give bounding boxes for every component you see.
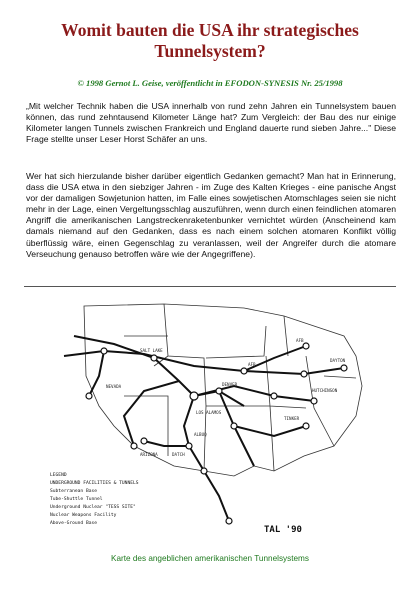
- legend-line: Tube-Shuttle Tunnel: [50, 497, 103, 502]
- map-legend: [50, 472, 139, 526]
- legend-line: Above-Ground Base: [50, 521, 98, 526]
- place-label: ARIZONA: [140, 452, 158, 457]
- place-label: DENVER: [222, 382, 238, 387]
- place-label: SALT LAKE: [140, 348, 163, 353]
- legend-line: LEGEND: [50, 473, 67, 478]
- article-credit: © 1998 Gernot L. Geise, veröffentlicht in EFODON-SYNESIS Nr. 25/1998: [77, 78, 343, 88]
- place-label: LOS ALAMOS: [196, 410, 222, 415]
- horizontal-rule: [24, 286, 396, 287]
- article-title: Womit bauten die USA ihr strategisches Tunnelsystem?: [61, 20, 359, 61]
- place-label: ALBUQ: [194, 432, 207, 437]
- paragraph-body: Wer hat sich hierzulande bisher darüber eigentlich Gedanken gemacht? Man hat in Erinnerung, dass die USA etwa in den siebziger Jahren - im Zuge des Kalten Krieges - eine panische Angst vor der damaligen Sowjetunion hatten, im Falle eines sowjetischen Atomschlages seien sie nicht mehr in der Lage, einen Vergeltungsschlag auszuführen, wenn durch einen feindlichen atomaren Angriff die amerikanischen Langstreckenraketenbunker vernichtet würden (Anscheinend kam damals niemand auf den Gedanken, dass es nach einem solchen atomaren Konflikt völlig überflüssig wäre, einen Gegenschlag zu veranlassen, weil der Angreifer durch die atomare Verseuchung genauso betroffen wäre wie der Angegriffene).: [26, 171, 396, 259]
- tunnel-map-drawing: [44, 296, 378, 546]
- place-label: AFB: [296, 338, 304, 343]
- legend-line: Subterranean Base: [50, 489, 98, 494]
- place-label: DAYTON: [330, 358, 346, 363]
- place-label: DATCH: [172, 452, 185, 457]
- place-label: NEVADA: [106, 384, 122, 389]
- map-caption: Karte des angeblichen amerikanischen Tunnelsystems: [111, 554, 309, 563]
- paragraph-intro: „Mit welcher Technik haben die USA innerhalb von rund zehn Jahren ein Tunnelsystem bauen können, das rund zehntausend Kilometer Länge hat? Zum Vergleich: der Bau des nur einige Kilometer langen Tunnels zwischen Frankreich und England dauerte rund sieben Jahre..." Diese Frage stellte unser Leser Horst Schäfer an uns.: [26, 101, 396, 145]
- place-label: TINKER: [284, 416, 300, 421]
- tunnel-map: [44, 296, 378, 546]
- legend-line: UNDERGROUND FACILITIES & TUNNELS: [50, 481, 139, 486]
- legend-line: Nuclear Weapons Facility: [50, 513, 117, 518]
- place-label: HUTCHINSON: [312, 388, 338, 393]
- legend-line: Underground Nuclear "TESS SITE": [50, 505, 136, 510]
- map-signature: TAL '90: [264, 525, 302, 535]
- place-label: AFB: [248, 362, 256, 367]
